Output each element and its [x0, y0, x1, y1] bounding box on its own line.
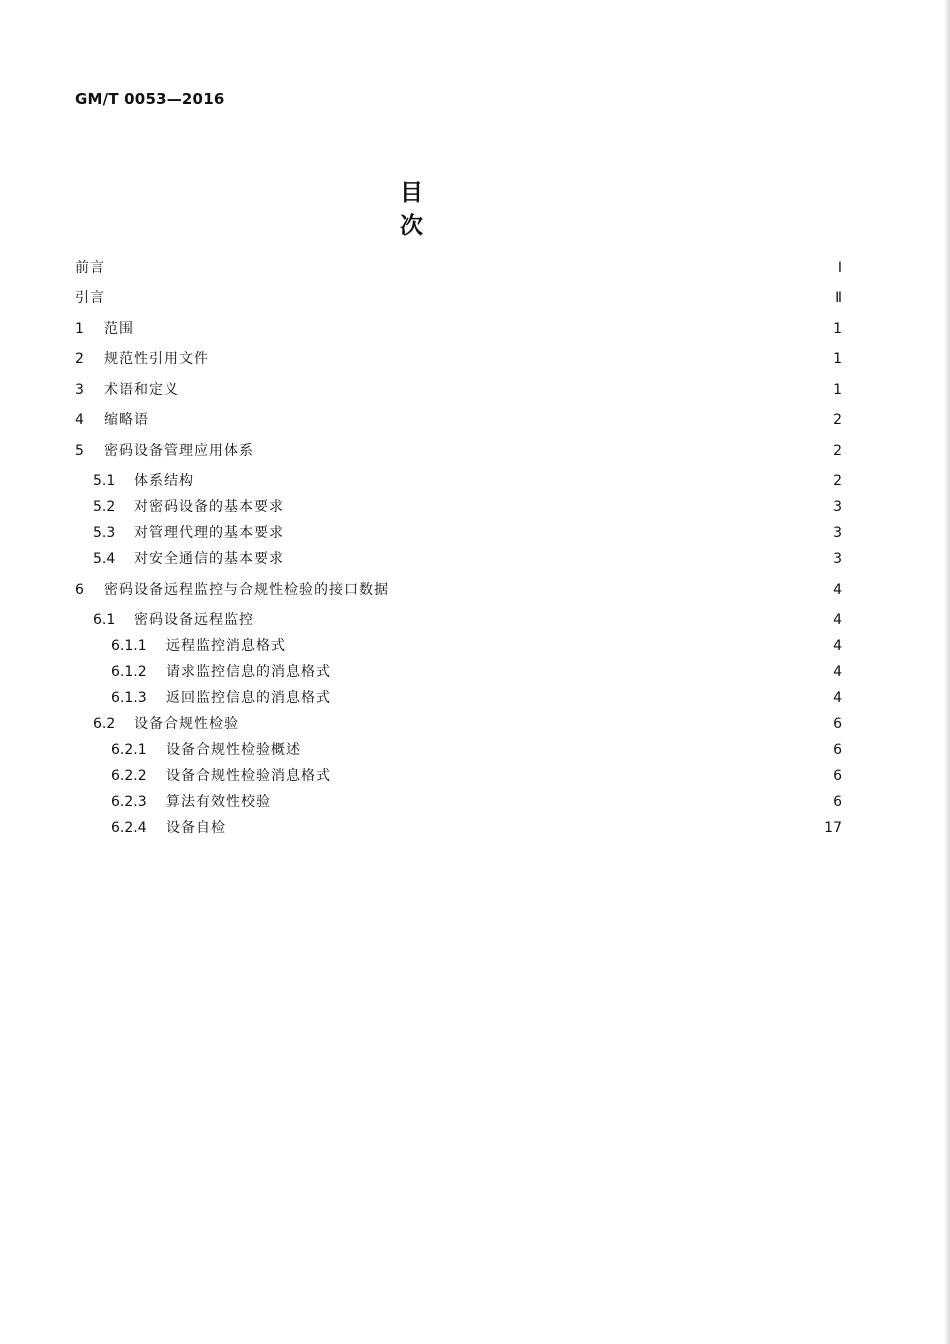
toc-entry-text: 密码设备远程监控与合规性检验的接口数据	[104, 582, 389, 598]
toc-leader-dots	[157, 408, 826, 432]
toc-entry-number: 2	[75, 351, 84, 367]
toc-entry-page: 1	[833, 351, 842, 367]
toc-entry-text: 缩略语	[104, 412, 149, 428]
toc-leader-dots	[142, 317, 826, 341]
toc-entry-number: 6.2.3	[111, 794, 147, 810]
toc-leader-dots	[397, 578, 826, 602]
toc-entry-number: 6.1.1	[111, 638, 147, 654]
toc-entry-text: 规范性引用文件	[104, 351, 209, 367]
toc-entry[interactable]	[75, 317, 842, 341]
toc-leader-dots	[339, 660, 826, 684]
toc-entry-page: 3	[833, 499, 842, 515]
toc-entry-number: 4	[75, 412, 84, 428]
toc-leader-dots	[279, 790, 826, 814]
toc-leader-dots	[309, 738, 826, 762]
toc-entry-number: 1	[75, 321, 84, 337]
toc-entry-text: 对管理代理的基本要求	[134, 525, 284, 541]
toc-entry-text: 引言	[75, 290, 105, 306]
toc-entry-number: 5.3	[93, 525, 116, 541]
toc-entry[interactable]	[75, 686, 842, 710]
toc-entry-page: 1	[833, 321, 842, 337]
toc-entry-page: 6	[833, 794, 842, 810]
toc-entry[interactable]	[75, 439, 842, 463]
toc-entry-page: 3	[833, 525, 842, 541]
toc-entry-page: 17	[824, 820, 842, 836]
toc-leader-dots	[187, 378, 826, 402]
toc-entry[interactable]	[75, 378, 842, 402]
toc-entry[interactable]	[75, 816, 842, 840]
toc-entry[interactable]	[75, 408, 842, 432]
toc-leader-dots	[217, 347, 826, 371]
toc-entry-number: 6.2.4	[111, 820, 147, 836]
toc-entry-number: 6.2	[93, 716, 116, 732]
toc-entry[interactable]	[75, 660, 842, 684]
toc-entry[interactable]	[75, 712, 842, 736]
toc-entry-number: 5.4	[93, 551, 116, 567]
standard-code: GM/T 0053—2016	[75, 90, 225, 108]
toc-entry-text: 密码设备管理应用体系	[104, 443, 254, 459]
toc-entry[interactable]	[75, 286, 842, 310]
toc-entry-page: Ⅱ	[835, 290, 842, 306]
toc-entry-text: 算法有效性校验	[166, 794, 271, 810]
toc-entry-page: 3	[833, 551, 842, 567]
toc-entry-text: 返回监控信息的消息格式	[166, 690, 331, 706]
toc-leader-dots	[292, 495, 826, 519]
toc-entry[interactable]	[75, 790, 842, 814]
toc-leader-dots	[292, 547, 826, 571]
toc-leader-dots	[113, 256, 826, 280]
toc-entry-text: 对安全通信的基本要求	[134, 551, 284, 567]
toc-entry-number: 5.1	[93, 473, 116, 489]
toc-entry-text: 请求监控信息的消息格式	[166, 664, 331, 680]
toc-entry-text: 设备合规性检验概述	[166, 742, 301, 758]
toc-entry-text: 对密码设备的基本要求	[134, 499, 284, 515]
toc-entry[interactable]	[75, 256, 842, 280]
toc-leader-dots	[262, 439, 826, 463]
toc-entry-text: 设备合规性检验	[134, 716, 239, 732]
toc-entry-page: 2	[833, 473, 842, 489]
toc-entry[interactable]	[75, 578, 842, 602]
toc-entry[interactable]	[75, 608, 842, 632]
toc-leader-dots	[202, 469, 826, 493]
toc-entry[interactable]	[75, 738, 842, 762]
toc-entry-text: 远程监控消息格式	[166, 638, 286, 654]
toc-entry-text: 前言	[75, 260, 105, 276]
toc-entry-page: 1	[833, 382, 842, 398]
toc-entry-page: Ⅰ	[837, 260, 842, 276]
toc-entry[interactable]	[75, 521, 842, 545]
toc-entry-page: 6	[833, 742, 842, 758]
toc-entry-number: 6.1.3	[111, 690, 147, 706]
toc-entry-number: 6.1.2	[111, 664, 147, 680]
toc-entry-page: 4	[833, 664, 842, 680]
toc-entry-text: 范围	[104, 321, 134, 337]
toc-leader-dots	[292, 521, 826, 545]
toc-leader-dots	[113, 286, 826, 310]
toc-leader-dots	[234, 816, 818, 840]
toc-entry-number: 5	[75, 443, 84, 459]
toc-leader-dots	[262, 608, 826, 632]
toc-entry-page: 4	[833, 612, 842, 628]
toc-leader-dots	[294, 634, 826, 658]
toc-entry-page: 4	[833, 690, 842, 706]
toc-entry-page: 2	[833, 412, 842, 428]
toc-leader-dots	[247, 712, 826, 736]
toc-entry-page: 4	[833, 638, 842, 654]
toc-entry-text: 体系结构	[134, 473, 194, 489]
toc-entry[interactable]	[75, 495, 842, 519]
toc-entry[interactable]	[75, 347, 842, 371]
toc-entry[interactable]	[75, 634, 842, 658]
toc-title: 目 次	[400, 180, 475, 239]
toc-leader-dots	[339, 764, 826, 788]
toc-entry-page: 6	[833, 768, 842, 784]
toc-entry[interactable]	[75, 469, 842, 493]
toc-entry-page: 2	[833, 443, 842, 459]
toc-entry-text: 设备合规性检验消息格式	[166, 768, 331, 784]
toc-entry-number: 6.2.2	[111, 768, 147, 784]
toc-entry-page: 6	[833, 716, 842, 732]
toc-leader-dots	[339, 686, 826, 710]
toc-entry[interactable]	[75, 764, 842, 788]
toc-entry-number: 6.1	[93, 612, 116, 628]
toc-entry-text: 设备自检	[166, 820, 226, 836]
toc-entry-number: 5.2	[93, 499, 116, 515]
toc-entry-text: 术语和定义	[104, 382, 179, 398]
toc-entry-number: 6.2.1	[111, 742, 147, 758]
toc-entry-page: 4	[833, 582, 842, 598]
toc-entry-number: 6	[75, 582, 84, 598]
page-edge-shadow	[944, 0, 950, 1344]
toc-entry[interactable]	[75, 547, 842, 571]
toc-entry-number: 3	[75, 382, 84, 398]
toc-entry-text: 密码设备远程监控	[134, 612, 254, 628]
